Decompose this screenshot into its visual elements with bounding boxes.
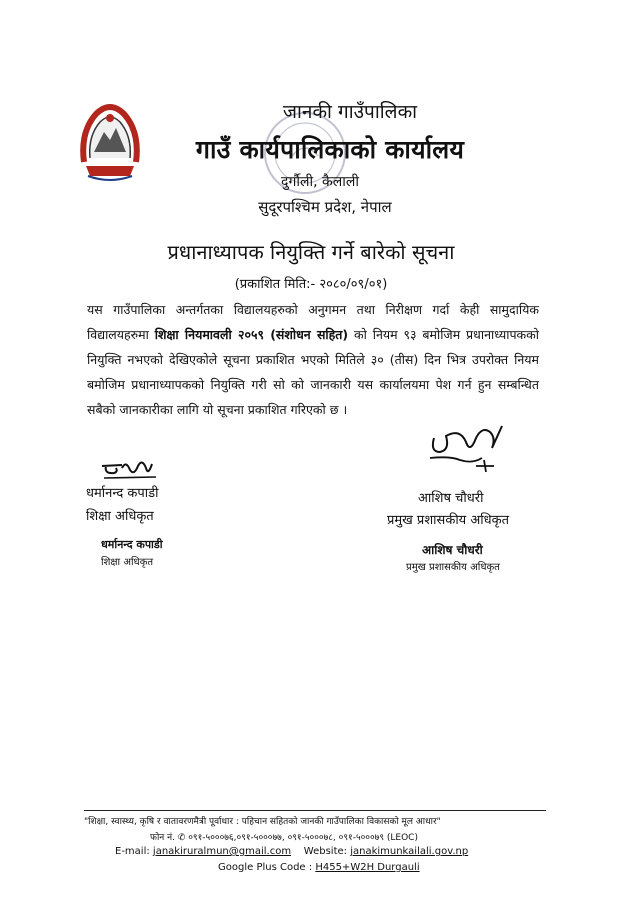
footer-phone: फोन नं. ✆ ०९१-५०००७६,०९१-५०००७७, ०९१-५०००७८, ०९१-५०००७९ (LEOC) — [150, 833, 418, 843]
nepal-emblem-icon — [76, 92, 144, 188]
right-stamp-name: आशिष चौधरी — [422, 543, 483, 557]
footer-plus-code — [218, 862, 518, 873]
website-label: Website: — [303, 846, 348, 857]
right-signatory-name: आशिष चौधरी — [418, 491, 484, 506]
municipality-name: जानकी गाउँपालिका — [282, 101, 418, 123]
footer-contact — [115, 846, 555, 857]
email-label: E-mail: — [115, 846, 150, 857]
left-stamp-title: शिक्षा अधिकृत — [101, 557, 154, 568]
notice-body-part1: यस गाउँपालिका अन्तर्गतका विद्यालयहरुको अनुगमन तथा निरीक्षण गर्दा केही सामुदायिक विद्यालयहरुमा — [87, 302, 539, 342]
office-location: दुर्गौली, कैलाली — [281, 174, 359, 190]
left-signature-icon — [100, 456, 160, 482]
left-stamp-name: धर्मानन्द कपाडी — [101, 538, 163, 551]
left-signatory-name: धर्मानन्द कपाडी — [86, 486, 159, 501]
notice-title: प्रधानाध्यापक नियुक्ति गर्ने बारेको सूचना — [167, 240, 455, 264]
published-date: (प्रकाशित मिति:- २०८०/०९/०१) — [234, 277, 388, 292]
province-country: सुदूरपश्चिम प्रदेश, नेपाल — [258, 198, 392, 216]
right-stamp-title: प्रमुख प्रशासकीय अधिकृत — [406, 562, 500, 573]
notice-body-bold: शिक्षा नियमावली २०५९ (संशोधन सहित) — [154, 327, 349, 342]
left-signatory-title: शिक्षा अधिकृत — [86, 509, 154, 524]
footer-motto: "शिक्षा, स्वास्थ्य, कृषि र वातावरणमैत्री पूर्वाधार : पहिचान सहितको जानकी गाउँपालिका विकासको मूल आधार" — [84, 817, 441, 827]
notice-body-part2: को नियम ९३ बमोजिम प्रधानाध्यापकको नियुक्ति नभएको देखिएकोले सूचना प्रकाशित भएको मितिले ३० (तीस) दिन भित्र उपरोक्त नियम बमोजिम प्रधानाध्यापकको नियुक्ति गरी सो को जानकारी यस कार्यालयमा पेश गर्न हुन सम्बन्धित सबैको जानकारीका लागि यो सूचना प्रकाशित गरिएको छ । — [87, 327, 539, 417]
right-signature-icon — [420, 422, 512, 478]
office-name: गाउँ कार्यपालिकाको कार्यालय — [195, 135, 465, 164]
email-link[interactable]: janakiruralmun@gmail.com — [152, 846, 292, 857]
notice-body — [87, 297, 539, 422]
plus-code-value: H455+W2H Durgauli — [315, 862, 420, 873]
website-link[interactable]: janakimunkailali.gov.np — [350, 846, 469, 857]
right-signatory-title: प्रमुख प्रशासकीय अधिकृत — [387, 513, 510, 528]
plus-code-label: Google Plus Code : — [218, 862, 313, 873]
footer-divider — [84, 810, 546, 811]
